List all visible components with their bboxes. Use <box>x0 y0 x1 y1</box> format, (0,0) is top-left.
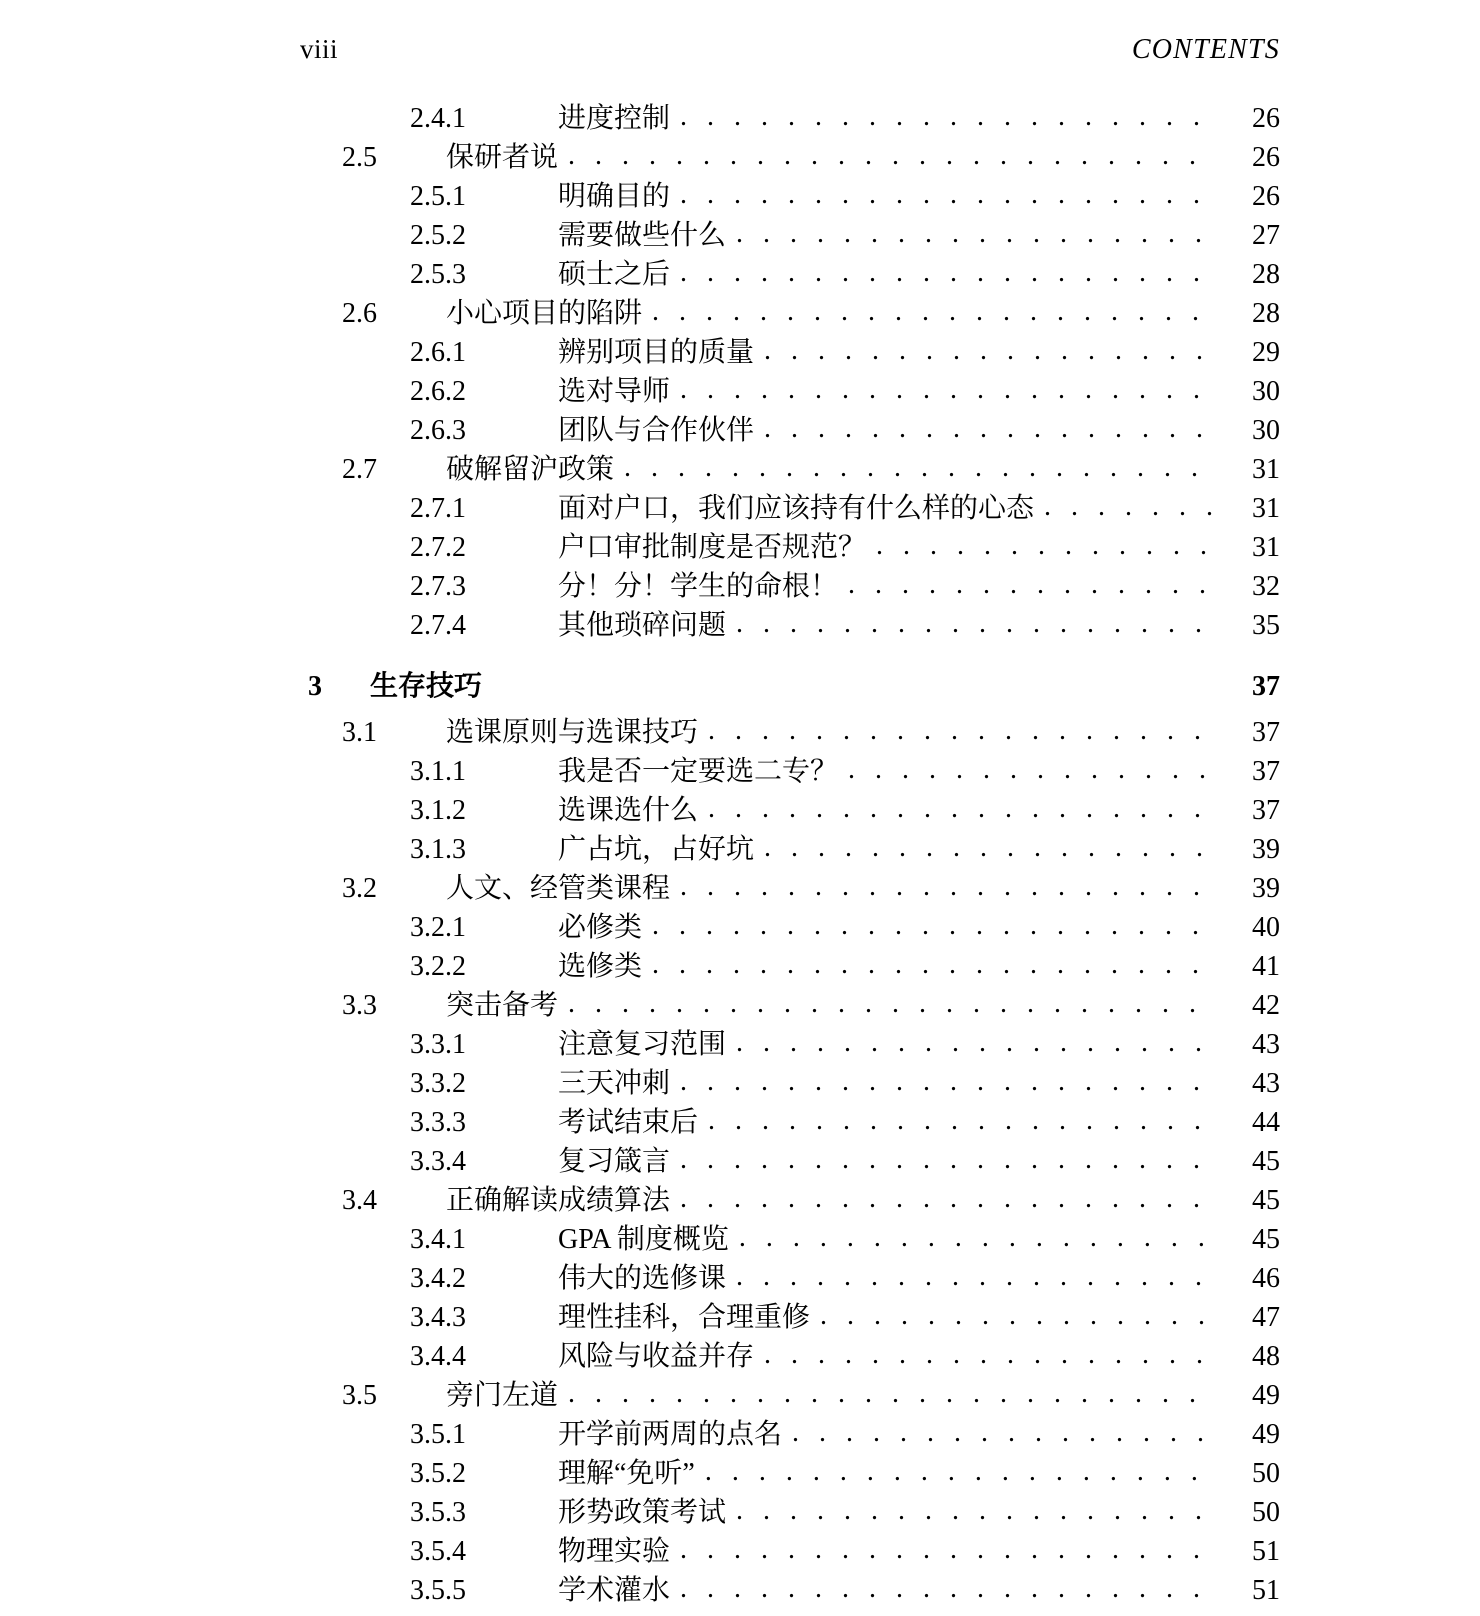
toc-entry-number: 2.6 <box>342 298 377 329</box>
toc-entry[interactable] <box>300 573 1280 612</box>
toc-entry[interactable] <box>300 1421 1280 1460</box>
toc-entry-page: 50 <box>1252 1458 1280 1489</box>
toc-entry[interactable] <box>300 378 1280 417</box>
toc-entry-label: 理性挂科，合理重修 <box>558 1302 811 1333</box>
toc-entry-label: 分！分！学生的命根！ <box>558 571 839 602</box>
toc-entry[interactable] <box>300 339 1280 378</box>
toc-entry[interactable] <box>300 1499 1280 1538</box>
toc-entry-label: 必修类 <box>558 912 643 943</box>
toc-entry-label: 考试结束后 <box>558 1107 699 1138</box>
toc-entry-label: 选课原则与选课技巧 <box>446 717 699 748</box>
toc-leader-dots <box>708 717 1216 745</box>
toc-leader-dots <box>792 1419 1216 1447</box>
toc-entry[interactable] <box>300 495 1280 534</box>
toc-entry[interactable] <box>300 300 1280 339</box>
toc-entry-page: 43 <box>1252 1068 1280 1099</box>
toc-entry-label: 明确目的 <box>558 181 671 212</box>
toc-entry[interactable] <box>300 1109 1280 1148</box>
toc-entry-label: 其他琐碎问题 <box>558 610 727 641</box>
running-head-title: CONTENTS <box>1131 34 1280 65</box>
toc-entry-page: 51 <box>1252 1536 1280 1567</box>
toc-entry[interactable] <box>300 1460 1280 1499</box>
toc-entry-page: 44 <box>1252 1107 1280 1138</box>
toc-leader-dots <box>680 1185 1216 1213</box>
toc-entry-number: 2.5.1 <box>410 181 466 212</box>
toc-entry-number: 3.1.2 <box>410 795 466 826</box>
toc-entry-label: 面对户口，我们应该持有什么样的心态 <box>558 493 1035 524</box>
toc-entry-number: 2.7.4 <box>410 610 466 641</box>
toc-entry-label: 硕士之后 <box>558 259 671 290</box>
toc-entry-label: 三天冲刺 <box>558 1068 671 1099</box>
toc-entry-page: 31 <box>1252 532 1280 563</box>
toc-entry-number: 3.4.2 <box>410 1263 466 1294</box>
toc-entry-number: 3.1 <box>342 717 377 748</box>
toc-entry-page: 46 <box>1252 1263 1280 1294</box>
toc-entry-label: 复习箴言 <box>558 1146 671 1177</box>
toc-entry-label: 破解留沪政策 <box>446 454 615 485</box>
toc-leader-dots <box>568 142 1216 170</box>
toc-entry[interactable] <box>300 953 1280 992</box>
toc-entry-page: 42 <box>1252 990 1280 1021</box>
toc-entry[interactable] <box>300 914 1280 953</box>
toc-entry-page: 48 <box>1252 1341 1280 1372</box>
toc-entry-page: 47 <box>1252 1302 1280 1333</box>
toc-entry-label: 保研者说 <box>446 142 559 173</box>
toc-entry-label: 小心项目的陷阱 <box>446 298 643 329</box>
toc-entry-page: 39 <box>1252 873 1280 904</box>
toc-entry-page: 30 <box>1252 415 1280 446</box>
toc-entry[interactable] <box>300 673 1280 719</box>
toc-entry-number: 3 <box>308 671 322 702</box>
toc-entry-label: 风险与收益并存 <box>558 1341 755 1372</box>
toc-entry-number: 2.5 <box>342 142 377 173</box>
toc-entry-page: 30 <box>1252 376 1280 407</box>
toc-leader-dots <box>652 298 1216 326</box>
toc-entry-number: 2.7.2 <box>410 532 466 563</box>
toc-entry-label: 形势政策考试 <box>558 1497 727 1528</box>
toc-entry-page: 31 <box>1252 493 1280 524</box>
toc-entry-number: 3.2.2 <box>410 951 466 982</box>
toc-entry[interactable] <box>300 417 1280 456</box>
toc-leader-dots <box>736 610 1216 638</box>
toc-entry-label: 我是否一定要选二专？ <box>558 756 839 787</box>
toc-entry-label: 选课选什么 <box>558 795 699 826</box>
toc-entry-label: 团队与合作伙伴 <box>558 415 755 446</box>
toc-entry-label: 学术灌水 <box>558 1575 671 1606</box>
toc-entry-label: 开学前两周的点名 <box>558 1419 783 1450</box>
toc-entry-number: 3.4 <box>342 1185 377 1216</box>
toc-entry-number: 3.5 <box>342 1380 377 1411</box>
toc-entry[interactable] <box>300 612 1280 651</box>
toc-entry[interactable] <box>300 144 1280 183</box>
toc-leader-dots <box>624 454 1216 482</box>
toc-entry-number: 2.6.1 <box>410 337 466 368</box>
toc-entry[interactable] <box>300 456 1280 495</box>
running-head <box>300 34 1280 66</box>
toc-leader-dots <box>680 1068 1216 1096</box>
toc-leader-dots <box>680 1536 1216 1564</box>
toc-entry-page: 45 <box>1252 1224 1280 1255</box>
toc-entry-number: 3.4.4 <box>410 1341 466 1372</box>
toc-entry[interactable] <box>300 1265 1280 1304</box>
toc-entry-page: 49 <box>1252 1419 1280 1450</box>
toc-leader-dots <box>764 834 1216 862</box>
toc-entry-number: 3.3.3 <box>410 1107 466 1138</box>
toc-entry-number: 3.2.1 <box>410 912 466 943</box>
toc-entry-page: 51 <box>1252 1575 1280 1606</box>
toc-entry-page: 29 <box>1252 337 1280 368</box>
toc-leader-dots <box>680 1575 1216 1603</box>
toc-entry-page: 28 <box>1252 298 1280 329</box>
page-folio: viii <box>300 34 339 64</box>
toc-entry[interactable] <box>300 875 1280 914</box>
toc-entry-label: 选修类 <box>558 951 643 982</box>
toc-leader-dots <box>680 259 1216 287</box>
toc-entry-page: 26 <box>1252 181 1280 212</box>
toc-entry-label: 生存技巧 <box>370 671 483 702</box>
toc-entry-number: 3.5.5 <box>410 1575 466 1606</box>
toc-entry-label: 辨别项目的质量 <box>558 337 755 368</box>
toc-entry-page: 43 <box>1252 1029 1280 1060</box>
toc-entry[interactable] <box>300 797 1280 836</box>
toc-entry[interactable] <box>300 1148 1280 1187</box>
toc-leader-dots <box>876 532 1216 560</box>
toc-leader-dots <box>652 912 1216 940</box>
toc-entry-page: 27 <box>1252 220 1280 251</box>
toc-entry-label: 需要做些什么 <box>558 220 727 251</box>
toc-entry-page: 37 <box>1252 671 1280 702</box>
toc-leader-dots <box>736 1497 1216 1525</box>
toc-entry-page: 45 <box>1252 1146 1280 1177</box>
toc-entry-label: 伟大的选修课 <box>558 1263 727 1294</box>
toc-entry-number: 3.1.1 <box>410 756 466 787</box>
toc-entry-number: 3.2 <box>342 873 377 904</box>
toc-entry[interactable] <box>300 1226 1280 1265</box>
toc-entry-number: 2.7.3 <box>410 571 466 602</box>
toc-leader-dots <box>1044 493 1216 521</box>
toc-entry-number: 3.5.3 <box>410 1497 466 1528</box>
toc-entry[interactable] <box>300 222 1280 261</box>
toc-entry[interactable] <box>300 836 1280 875</box>
toc-entry-page: 31 <box>1252 454 1280 485</box>
toc-leader-dots <box>680 376 1216 404</box>
toc-entry-number: 3.4.1 <box>410 1224 466 1255</box>
table-of-contents <box>300 105 1280 1616</box>
toc-entry-label: 广占坑，占好坑 <box>558 834 755 865</box>
toc-entry-page: 50 <box>1252 1497 1280 1528</box>
toc-leader-dots <box>705 1458 1216 1486</box>
toc-entry-label: 突击备考 <box>446 990 559 1021</box>
toc-leader-dots <box>680 873 1216 901</box>
toc-entry[interactable] <box>300 1538 1280 1577</box>
toc-entry-page: 39 <box>1252 834 1280 865</box>
toc-leader-dots <box>736 220 1216 248</box>
toc-entry-number: 2.4.1 <box>410 103 466 134</box>
toc-entry-label: 旁门左道 <box>446 1380 559 1411</box>
toc-entry-label: 进度控制 <box>558 103 671 134</box>
toc-entry-number: 2.7 <box>342 454 377 485</box>
toc-entry-label: GPA 制度概览 <box>558 1224 729 1255</box>
toc-entry-label: 人文、经管类课程 <box>446 873 671 904</box>
toc-leader-dots <box>568 990 1216 1018</box>
toc-entry-number: 3.5.1 <box>410 1419 466 1450</box>
toc-leader-dots <box>568 1380 1216 1408</box>
toc-entry-label: 理解“免听” <box>558 1458 695 1489</box>
toc-entry-number: 3.3 <box>342 990 377 1021</box>
toc-entry-number: 2.5.2 <box>410 220 466 251</box>
toc-entry[interactable] <box>300 1577 1280 1616</box>
toc-entry-page: 37 <box>1252 756 1280 787</box>
toc-leader-dots <box>739 1224 1216 1252</box>
toc-entry[interactable] <box>300 719 1280 758</box>
toc-entry[interactable] <box>300 1070 1280 1109</box>
toc-entry[interactable] <box>300 758 1280 797</box>
toc-entry-number: 3.3.2 <box>410 1068 466 1099</box>
toc-entry[interactable] <box>300 183 1280 222</box>
toc-entry-page: 28 <box>1252 259 1280 290</box>
toc-entry[interactable] <box>300 1031 1280 1070</box>
toc-leader-dots <box>680 181 1216 209</box>
toc-leader-dots <box>764 337 1216 365</box>
toc-entry-page: 37 <box>1252 795 1280 826</box>
toc-leader-dots <box>652 951 1216 979</box>
toc-entry[interactable] <box>300 261 1280 300</box>
toc-entry-number: 3.5.2 <box>410 1458 466 1489</box>
toc-entry[interactable] <box>300 105 1280 144</box>
toc-entry-page: 41 <box>1252 951 1280 982</box>
toc-entry-page: 26 <box>1252 142 1280 173</box>
toc-entry[interactable] <box>300 992 1280 1031</box>
toc-entry-number: 2.7.1 <box>410 493 466 524</box>
toc-entry-number: 3.1.3 <box>410 834 466 865</box>
toc-entry-label: 物理实验 <box>558 1536 671 1567</box>
toc-entry-number: 3.3.4 <box>410 1146 466 1177</box>
toc-entry-label: 正确解读成绩算法 <box>446 1185 671 1216</box>
toc-entry-number: 2.5.3 <box>410 259 466 290</box>
toc-entry-number: 2.6.2 <box>410 376 466 407</box>
toc-entry[interactable] <box>300 534 1280 573</box>
toc-leader-dots <box>736 1029 1216 1057</box>
toc-entry[interactable] <box>300 1187 1280 1226</box>
toc-entry[interactable] <box>300 1382 1280 1421</box>
toc-entry-number: 3.4.3 <box>410 1302 466 1333</box>
toc-entry-page: 40 <box>1252 912 1280 943</box>
toc-entry-page: 26 <box>1252 103 1280 134</box>
toc-leader-dots <box>736 1263 1216 1291</box>
toc-leader-dots <box>708 1107 1216 1135</box>
toc-leader-dots <box>764 415 1216 443</box>
toc-leader-dots <box>764 1341 1216 1369</box>
toc-entry-label: 注意复习范围 <box>558 1029 727 1060</box>
toc-entry-label: 户口审批制度是否规范？ <box>558 532 867 563</box>
toc-entry-page: 32 <box>1252 571 1280 602</box>
toc-entry[interactable] <box>300 1343 1280 1382</box>
toc-leader-dots <box>848 756 1216 784</box>
toc-entry-number: 2.6.3 <box>410 415 466 446</box>
toc-entry-number: 3.3.1 <box>410 1029 466 1060</box>
toc-leader-dots <box>848 571 1216 599</box>
toc-entry-page: 37 <box>1252 717 1280 748</box>
toc-entry-label: 选对导师 <box>558 376 671 407</box>
toc-entry-number: 3.5.4 <box>410 1536 466 1567</box>
toc-leader-dots <box>708 795 1216 823</box>
toc-entry-page: 35 <box>1252 610 1280 641</box>
toc-entry[interactable] <box>300 1304 1280 1343</box>
toc-entry-page: 45 <box>1252 1185 1280 1216</box>
toc-leader-dots <box>680 103 1216 131</box>
toc-entry-page: 49 <box>1252 1380 1280 1411</box>
toc-leader-dots <box>820 1302 1216 1330</box>
toc-leader-dots <box>680 1146 1216 1174</box>
